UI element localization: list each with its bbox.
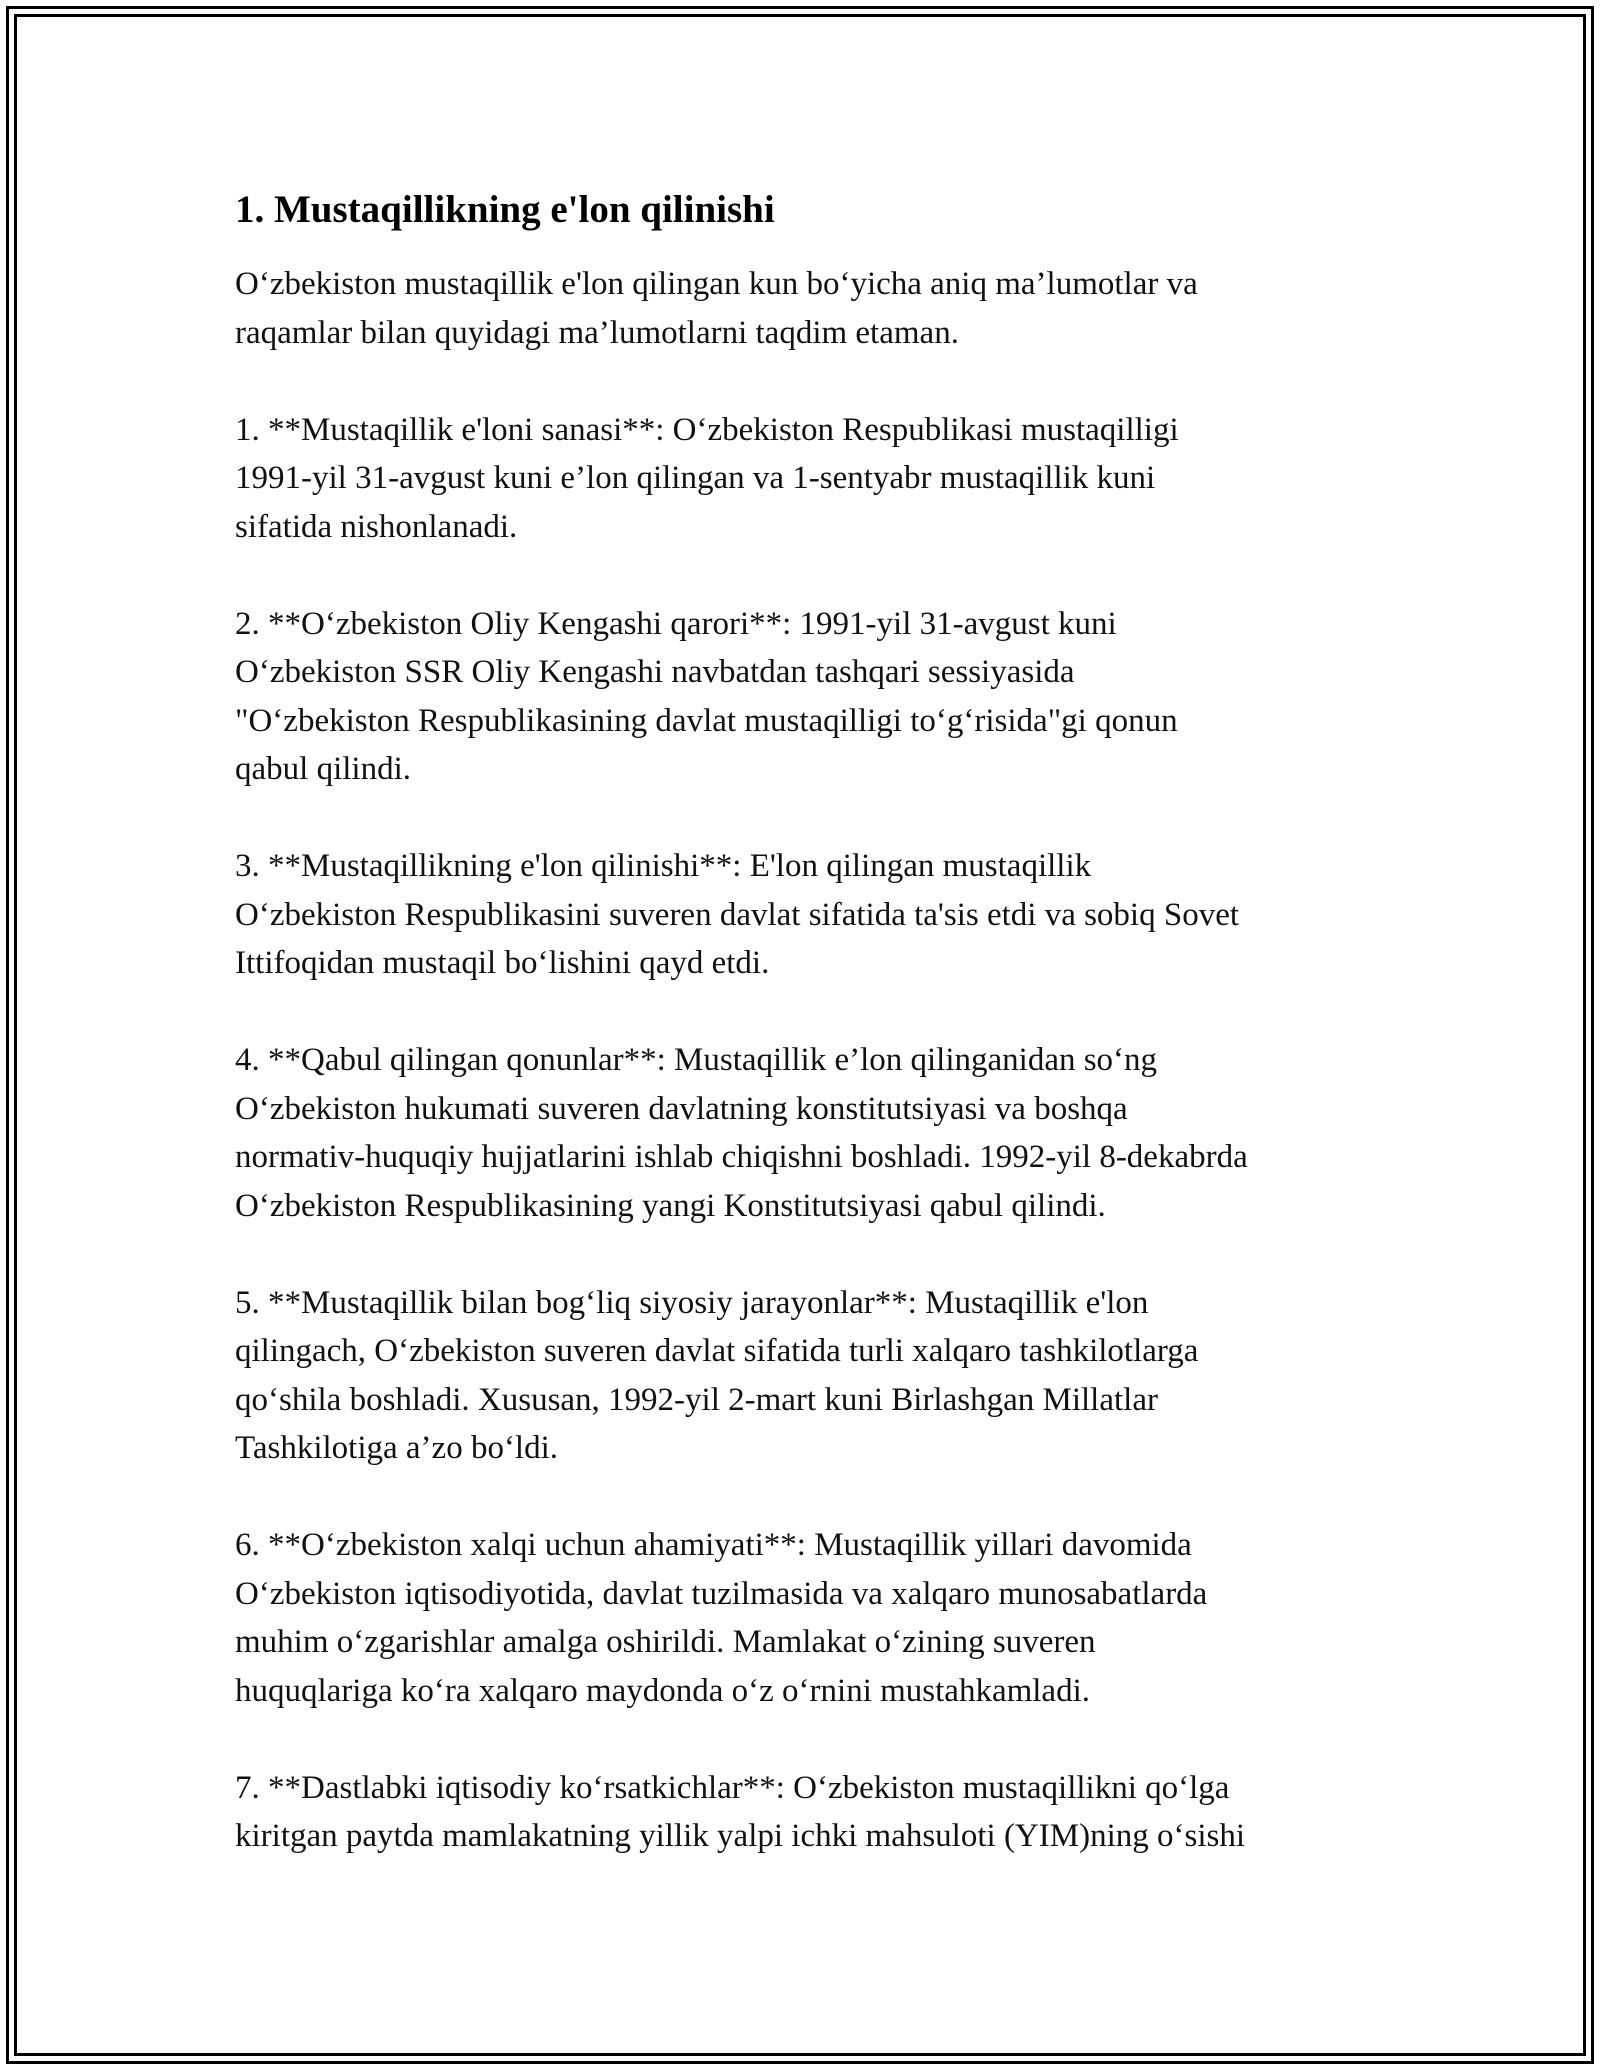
text-line: muhim o‘zgarishlar amalga oshirildi. Mamlakat o‘zining suveren <box>235 1624 1096 1660</box>
intro-paragraph <box>235 260 1370 357</box>
text-line: 2. **O‘zbekiston Oliy Kengashi qarori**: 1991-yil 31-avgust kuni <box>235 605 1117 642</box>
text-line: O‘zbekiston SSR Oliy Kengashi navbatdan tashqari sessiyasida <box>235 654 1075 690</box>
text-line: 5. **Mustaqillik bilan bog‘liq siyosiy jarayonlar**: Mustaqillik e'lon <box>235 1284 1149 1321</box>
text-line: normativ-huquqiy hujjatlarini ishlab chiqishni boshladi. 1992-yil 8-dekabrda <box>235 1139 1248 1175</box>
list-item-4 <box>235 1036 1370 1230</box>
list-item-7 <box>235 1764 1370 1861</box>
text-line: kiritgan paytda mamlakatning yillik yalpi ichki mahsuloti (YIM)ning o‘sishi <box>235 1818 1246 1854</box>
text-line: 6. **O‘zbekiston xalqi uchun ahamiyati**: Mustaqillik yillari davomida <box>235 1527 1192 1563</box>
text-line: Tashkilotiga a’zo bo‘ldi. <box>235 1430 559 1466</box>
list-item-3 <box>235 842 1370 988</box>
list-item-6 <box>235 1521 1370 1715</box>
text-line: qo‘shila boshladi. Xususan, 1992-yil 2-mart kuni Birlashgan Millatlar <box>235 1381 1158 1418</box>
text-line: "O‘zbekiston Respublikasining davlat mustaqilligi to‘g‘risida"gi qonun <box>235 702 1178 739</box>
text-line: 4. **Qabul qilingan qonunlar**: Mustaqillik e’lon qilinganidan so‘ng <box>235 1042 1158 1078</box>
list-item-1 <box>235 406 1370 552</box>
text-line: 1. **Mustaqillik e'loni sanasi**: O‘zbekiston Respublikasi mustaqilligi <box>235 411 1179 448</box>
text-line: Ittifoqidan mustaqil bo‘lishini qayd etdi. <box>235 945 770 981</box>
list-item-5 <box>235 1279 1370 1473</box>
text-line: raqamlar bilan quyidagi ma’lumotlarni taqdim etaman. <box>235 314 959 351</box>
document-heading: 1. Mustaqillikning e'lon qilinishi <box>235 188 775 231</box>
text-line: qilingach, O‘zbekiston suveren davlat sifatida turli xalqaro tashkilotlarga <box>235 1333 1199 1369</box>
text-line: sifatida nishonlanadi. <box>235 508 518 545</box>
text-line: huquqlariga ko‘ra xalqaro maydonda o‘z o‘rnini mustahkamladi. <box>235 1672 1090 1709</box>
text-line: O‘zbekiston hukumati suveren davlatning konstitutsiyasi va boshqa <box>235 1090 1128 1127</box>
text-line: O‘zbekiston Respublikasining yangi Konstitutsiyasi qabul qilindi. <box>235 1187 1106 1224</box>
text-line: 3. **Mustaqillikning e'lon qilinishi**: E'lon qilingan mustaqillik <box>235 848 1092 884</box>
text-line: qabul qilindi. <box>235 751 411 787</box>
list-item-2 <box>235 600 1370 794</box>
text-line: 1991-yil 31-avgust kuni e’lon qilingan va 1-sentyabr mustaqillik kuni <box>235 460 1156 496</box>
text-line: O‘zbekiston mustaqillik e'lon qilingan kun bo‘yicha aniq ma’lumotlar va <box>235 266 1198 302</box>
text-line: O‘zbekiston iqtisodiyotida, davlat tuzilmasida va xalqaro munosabatlarda <box>235 1575 1208 1612</box>
text-line: O‘zbekiston Respublikasini suveren davlat sifatida ta'sis etdi va sobiq Sovet <box>235 896 1240 933</box>
text-line: 7. **Dastlabki iqtisodiy ko‘rsatkichlar**: O‘zbekiston mustaqillikni qo‘lga <box>235 1769 1230 1806</box>
document-body <box>235 186 1370 1909</box>
